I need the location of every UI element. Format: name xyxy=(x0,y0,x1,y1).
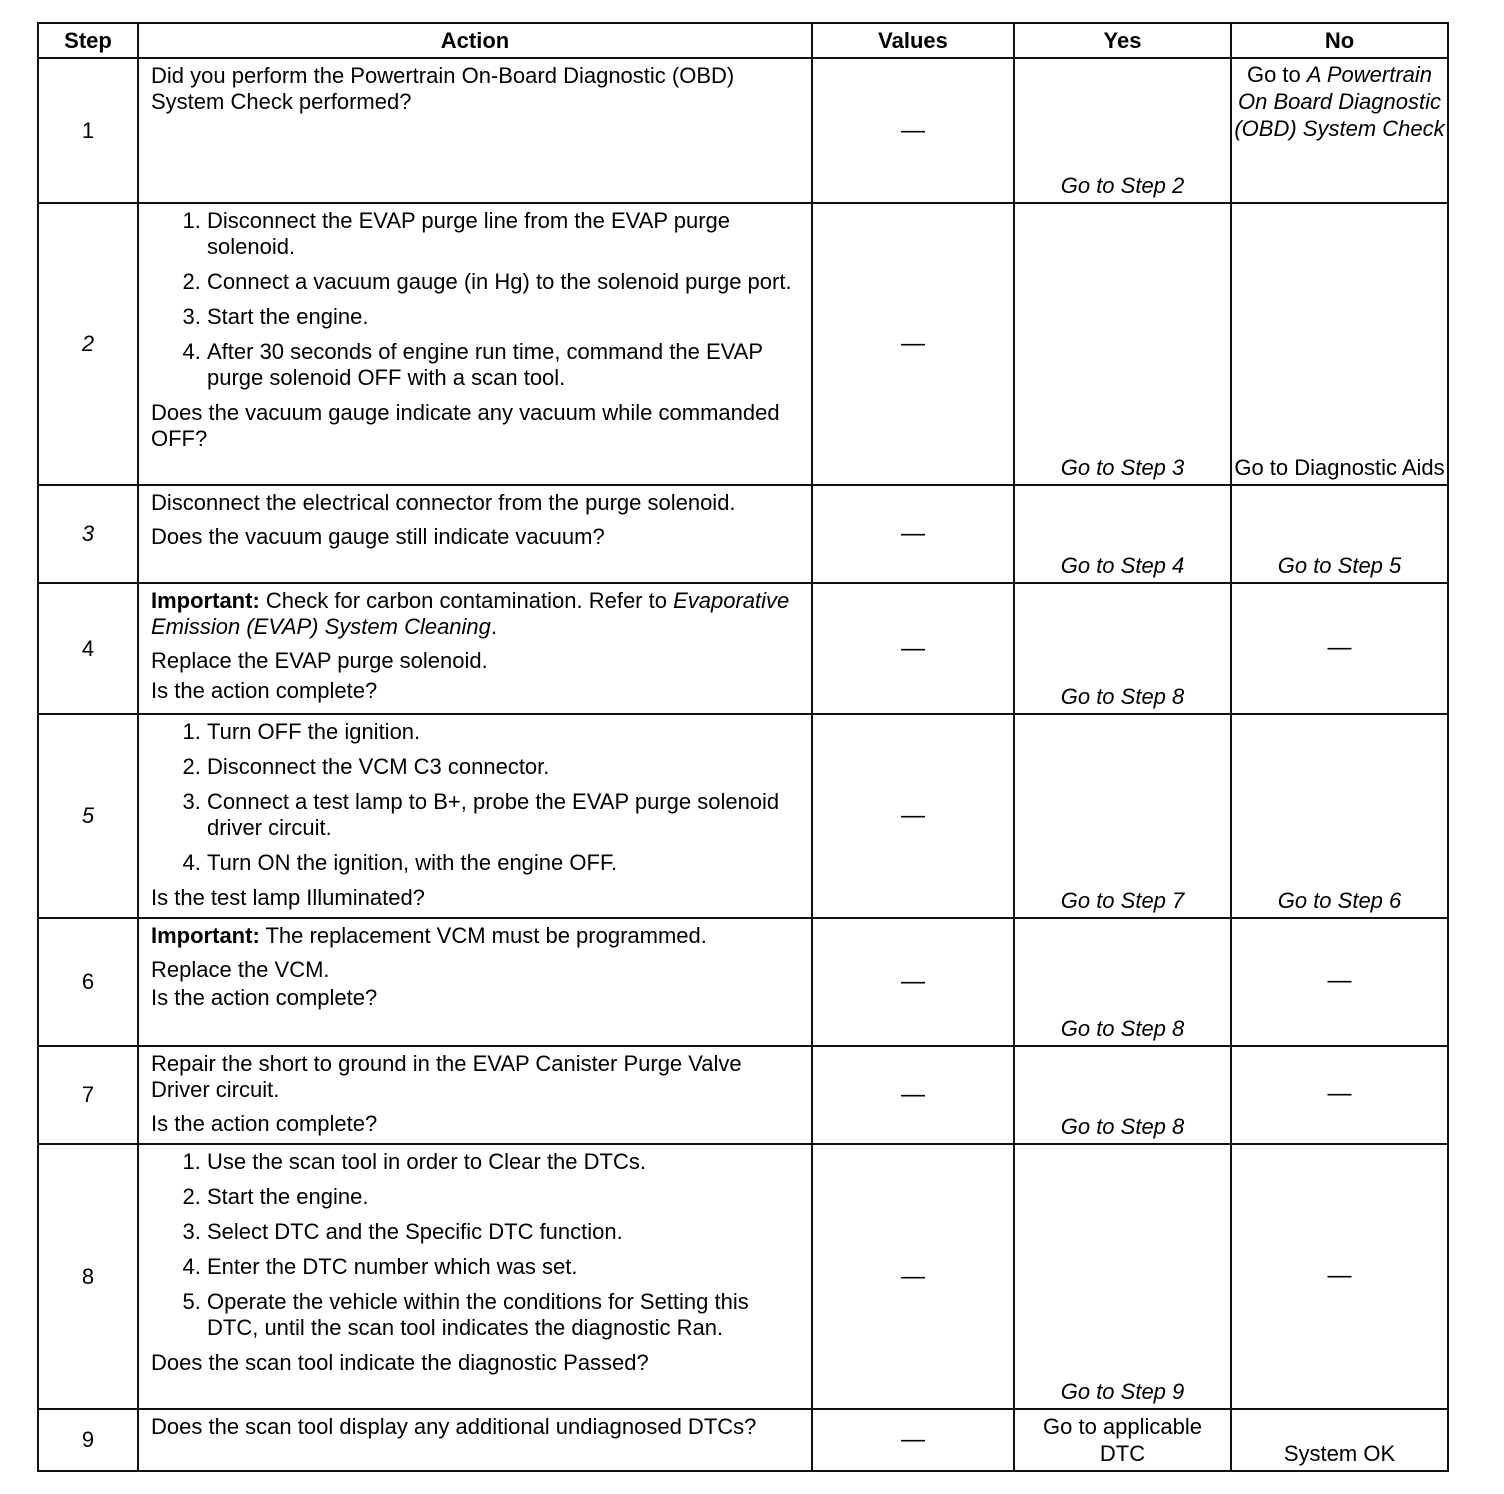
value-cell: — xyxy=(812,918,1014,1046)
table-row xyxy=(38,1046,1448,1144)
action-step: 1. Use the scan tool in order to Clear the DTCs. xyxy=(207,1149,801,1175)
important-note xyxy=(151,923,801,949)
action-cell xyxy=(138,1046,812,1144)
step-number: 3 xyxy=(38,485,138,583)
important-note xyxy=(151,588,801,640)
action-step: 2. Disconnect the VCM C3 connector. xyxy=(207,754,801,780)
step-number: 7 xyxy=(38,1046,138,1144)
step-number: 1 xyxy=(38,58,138,203)
important-reference: Evaporative Emission (EVAP) System Cleaning xyxy=(151,588,790,639)
important-text: The replacement VCM must be programmed. xyxy=(259,923,707,948)
header-row xyxy=(38,23,1448,58)
action-cell xyxy=(138,583,812,714)
header-values: Values xyxy=(812,23,1014,58)
action-text: Repair the short to ground in the EVAP Canister Purge Valve Driver circuit. xyxy=(151,1051,742,1102)
header-step: Step xyxy=(38,23,138,58)
value-cell: — xyxy=(812,714,1014,918)
header-action: Action xyxy=(138,23,812,58)
action-cell xyxy=(138,485,812,583)
table-row xyxy=(38,485,1448,583)
no-cell xyxy=(1231,58,1448,203)
action-text: Disconnect the electrical connector from the purge solenoid. xyxy=(151,490,736,515)
action-text: Did you perform the Powertrain On-Board Diagnostic (OBD) System Check performed? xyxy=(151,63,735,114)
action-steps xyxy=(151,208,801,391)
diagnostic-table xyxy=(37,22,1449,1472)
action-step: 2. Start the engine. xyxy=(207,1184,801,1210)
no-cell: Go to Step 5 xyxy=(1231,485,1448,583)
action-steps xyxy=(151,1149,801,1341)
value-cell: — xyxy=(812,485,1014,583)
yes-cell: Go to Step 3 xyxy=(1014,203,1231,485)
step-number: 5 xyxy=(38,714,138,918)
step-number: 4 xyxy=(38,583,138,714)
action-step: 1. Turn OFF the ignition. xyxy=(207,719,801,745)
action-cell xyxy=(138,58,812,203)
important-end: . xyxy=(490,614,498,639)
action-cell xyxy=(138,203,812,485)
yes-cell: Go to Step 4 xyxy=(1014,485,1231,583)
table-row xyxy=(38,1144,1448,1409)
table-row xyxy=(38,1409,1448,1471)
action-question: Does the vacuum gauge still indicate vacuum? xyxy=(151,524,605,549)
important-label: Important: xyxy=(151,588,260,613)
important-text: Check for carbon contamination. Refer to xyxy=(259,588,674,613)
yes-cell: Go to Step 8 xyxy=(1014,918,1231,1046)
yes-cell: Go to applicable DTC xyxy=(1014,1409,1231,1471)
value-cell: — xyxy=(812,203,1014,485)
step-number: 6 xyxy=(38,918,138,1046)
no-cell: — xyxy=(1231,918,1448,1046)
no-reference: A Powertrain On Board Diagnostic (OBD) System Check xyxy=(1234,62,1445,141)
action-cell xyxy=(138,714,812,918)
action-cell xyxy=(138,1409,812,1471)
action-step: 5. Operate the vehicle within the conditions for Setting this DTC, until the scan tool indicates the diagnostic Ran. xyxy=(207,1289,801,1341)
action-step: 3. Start the engine. xyxy=(207,304,801,330)
no-prefix: Go to xyxy=(1246,62,1307,87)
no-cell: Go to Diagnostic Aids xyxy=(1231,203,1448,485)
header-no: No xyxy=(1231,23,1448,58)
action-text: Does the scan tool display any additional undiagnosed DTCs? xyxy=(151,1414,757,1439)
header-yes: Yes xyxy=(1014,23,1231,58)
table-row xyxy=(38,714,1448,918)
table-row xyxy=(38,918,1448,1046)
action-step: 3. Select DTC and the Specific DTC function. xyxy=(207,1219,801,1245)
no-cell: System OK xyxy=(1231,1409,1448,1471)
action-question: Is the action complete? xyxy=(151,985,378,1010)
action-question: Is the test lamp Illuminated? xyxy=(151,885,425,910)
value-cell: — xyxy=(812,583,1014,714)
action-question: Does the vacuum gauge indicate any vacuum while commanded OFF? xyxy=(151,400,780,451)
yes-cell: Go to Step 8 xyxy=(1014,1046,1231,1144)
no-cell: — xyxy=(1231,583,1448,714)
value-cell: — xyxy=(812,1144,1014,1409)
action-text: Replace the EVAP purge solenoid. xyxy=(151,648,488,673)
action-question: Is the action complete? xyxy=(151,1111,378,1136)
value-cell: — xyxy=(812,1046,1014,1144)
step-number: 2 xyxy=(38,203,138,485)
action-steps xyxy=(151,719,801,876)
action-step: 1. Disconnect the EVAP purge line from the EVAP purge solenoid. xyxy=(207,208,801,260)
yes-cell: Go to Step 7 xyxy=(1014,714,1231,918)
no-cell: — xyxy=(1231,1144,1448,1409)
value-cell: — xyxy=(812,58,1014,203)
value-cell: — xyxy=(812,1409,1014,1471)
table-row xyxy=(38,203,1448,485)
table-row xyxy=(38,583,1448,714)
action-cell xyxy=(138,1144,812,1409)
yes-cell: Go to Step 9 xyxy=(1014,1144,1231,1409)
step-number: 8 xyxy=(38,1144,138,1409)
action-question: Is the action complete? xyxy=(151,678,378,703)
step-number: 9 xyxy=(38,1409,138,1471)
action-text: Replace the VCM. xyxy=(151,957,330,982)
action-step: 3. Connect a test lamp to B+, probe the EVAP purge solenoid driver circuit. xyxy=(207,789,801,841)
action-step: 2. Connect a vacuum gauge (in Hg) to the solenoid purge port. xyxy=(207,269,801,295)
action-step: 4. Turn ON the ignition, with the engine OFF. xyxy=(207,850,801,876)
action-step: 4. Enter the DTC number which was set. xyxy=(207,1254,801,1280)
yes-cell: Go to Step 8 xyxy=(1014,583,1231,714)
no-cell: Go to Step 6 xyxy=(1231,714,1448,918)
action-cell xyxy=(138,918,812,1046)
action-question: Does the scan tool indicate the diagnostic Passed? xyxy=(151,1350,649,1375)
action-step: 4. After 30 seconds of engine run time, command the EVAP purge solenoid OFF with a scan tool. xyxy=(207,339,801,391)
no-cell: — xyxy=(1231,1046,1448,1144)
yes-cell: Go to Step 2 xyxy=(1014,58,1231,203)
table-row xyxy=(38,58,1448,203)
important-label: Important: xyxy=(151,923,260,948)
